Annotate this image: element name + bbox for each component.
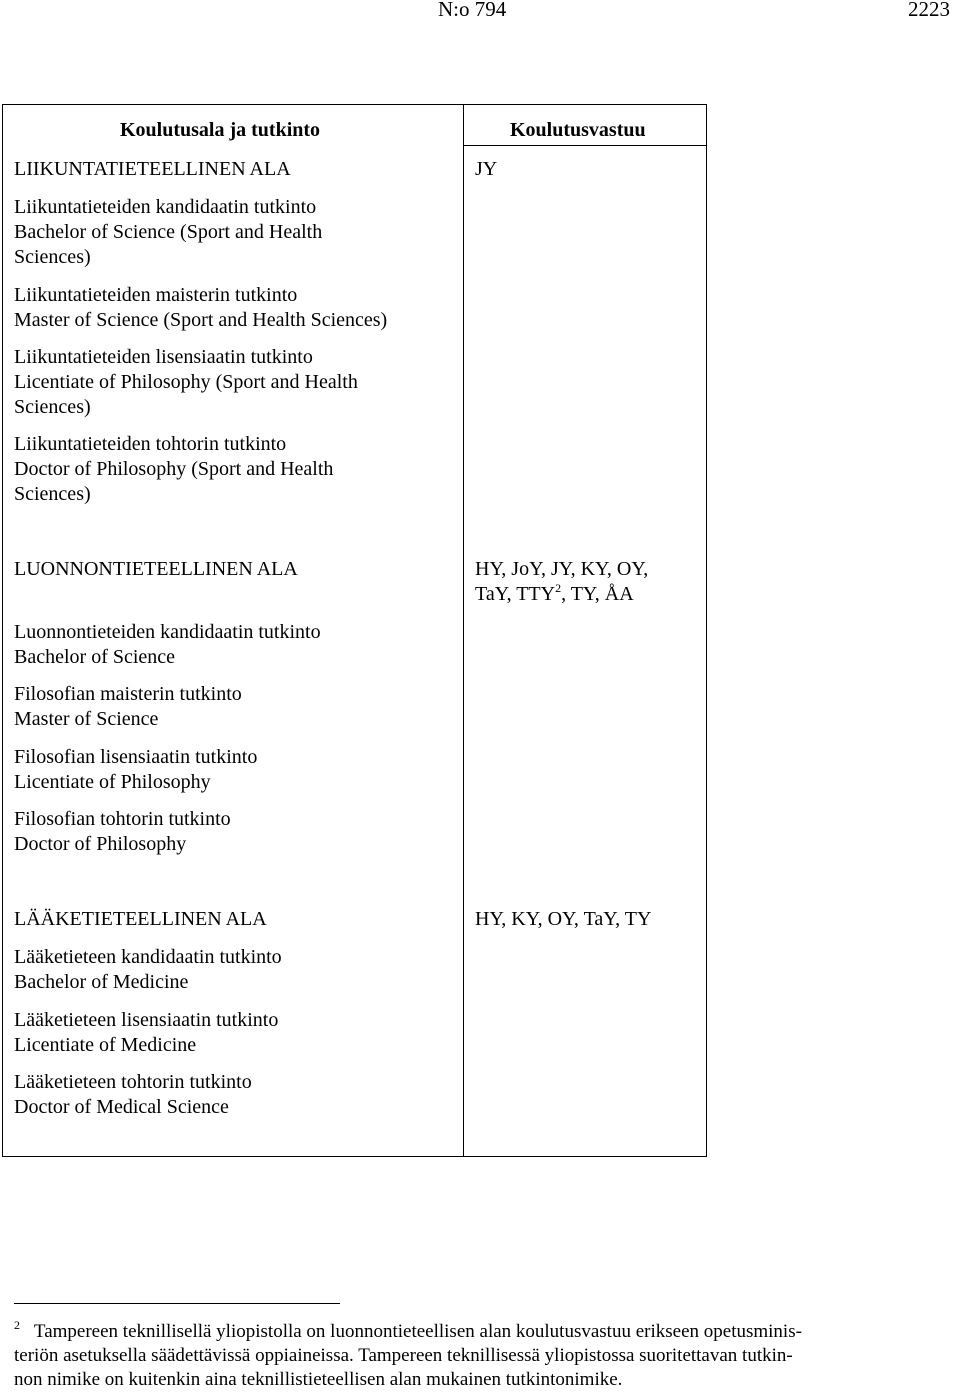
degree-en: Master of Science (Sport and Health Sciences) [14, 309, 388, 331]
footnote-line: teriön asetuksella säädettävissä oppiaineissa. Tampereen teknillisessä yliopistossa suoritettavan tutkin- [14, 1345, 793, 1366]
degree-en: Bachelor of Science [14, 646, 176, 668]
issue-number: N:o 794 [438, 0, 507, 21]
column-divider [463, 104, 464, 1157]
degree-en: Master of Science [14, 708, 159, 730]
col-field-header: Koulutusala ja tutkinto [120, 119, 321, 141]
degree-en: Licentiate of Philosophy (Sport and Health [14, 371, 358, 393]
degree-entry [14, 1070, 454, 1120]
header-underline [463, 145, 707, 146]
degree-fi: Lääketieteen tohtorin tutkinto [14, 1071, 252, 1093]
degree-entry [14, 620, 454, 670]
section-title-sport: LIIKUNTATIETEELLINEN ALA [14, 158, 291, 180]
degree-en: Licentiate of Medicine [14, 1034, 197, 1056]
degree-fi: Filosofian lisensiaatin tutkinto [14, 746, 258, 768]
degree-en: Doctor of Philosophy [14, 833, 187, 855]
responsibility-sport: JY [475, 158, 498, 180]
degree-entry [14, 432, 454, 507]
degree-entry [14, 682, 454, 732]
responsibility-natural-sciences-line1: HY, JoY, JY, KY, OY, [475, 558, 649, 580]
footnote-text: Tampereen teknillisellä yliopistolla on luonnontieteellisen alan koulutusvastuu erikseen opetusminis- [33, 1321, 802, 1342]
degree-en: Doctor of Medical Science [14, 1096, 229, 1118]
degree-entry [14, 283, 454, 333]
degree-fi: Liikuntatieteiden lisensiaatin tutkinto [14, 346, 313, 368]
degree-fi: Filosofian tohtorin tutkinto [14, 808, 231, 830]
degree-entry [14, 745, 454, 795]
degree-en-cont: Sciences) [14, 396, 91, 418]
degree-en-cont: Sciences) [14, 483, 91, 505]
degree-fi: Lääketieteen kandidaatin tutkinto [14, 946, 282, 968]
responsibility-part-b: , TY, ÅA [561, 583, 634, 605]
degree-fi: Filosofian maisterin tutkinto [14, 683, 242, 705]
degree-fi: Liikuntatieteiden tohtorin tutkinto [14, 433, 287, 455]
section-title-natural-sciences: LUONNONTIETEELLINEN ALA [14, 558, 298, 580]
footnote [14, 1320, 954, 1392]
page-number: 2223 [908, 0, 950, 21]
degree-en: Bachelor of Medicine [14, 971, 189, 993]
footnote-ref: 2 [555, 581, 562, 595]
degree-entry [14, 195, 454, 270]
degree-entry [14, 345, 454, 420]
footnote-line: non nimike on kuitenkin aina teknillistieteellisen alan mukainen tutkintonimike. [14, 1369, 623, 1390]
degree-en: Licentiate of Philosophy [14, 771, 211, 793]
section-title-medicine: LÄÄKETIETEELLINEN ALA [14, 908, 267, 930]
degree-en: Doctor of Philosophy (Sport and Health [14, 458, 334, 480]
degree-fi: Luonnontieteiden kandidaatin tutkinto [14, 621, 321, 643]
degree-entry [14, 945, 454, 995]
footnote-rule [14, 1303, 340, 1304]
responsibility-medicine: HY, KY, OY, TaY, TY [475, 908, 652, 930]
degree-entry [14, 807, 454, 857]
degree-entry [14, 1008, 454, 1058]
responsibility-part-a: TaY, TTY [475, 583, 556, 605]
degree-en-cont: Sciences) [14, 246, 91, 268]
footnote-line [14, 1320, 954, 1344]
footnote-marker: 2 [14, 1318, 20, 1332]
responsibility-natural-sciences-line2 [475, 582, 634, 607]
degree-fi: Liikuntatieteiden kandidaatin tutkinto [14, 196, 317, 218]
degree-fi: Liikuntatieteiden maisterin tutkinto [14, 284, 298, 306]
degree-en: Bachelor of Science (Sport and Health [14, 221, 323, 243]
degree-fi: Lääketieteen lisensiaatin tutkinto [14, 1009, 279, 1031]
col-resp-header: Koulutusvastuu [510, 119, 646, 141]
